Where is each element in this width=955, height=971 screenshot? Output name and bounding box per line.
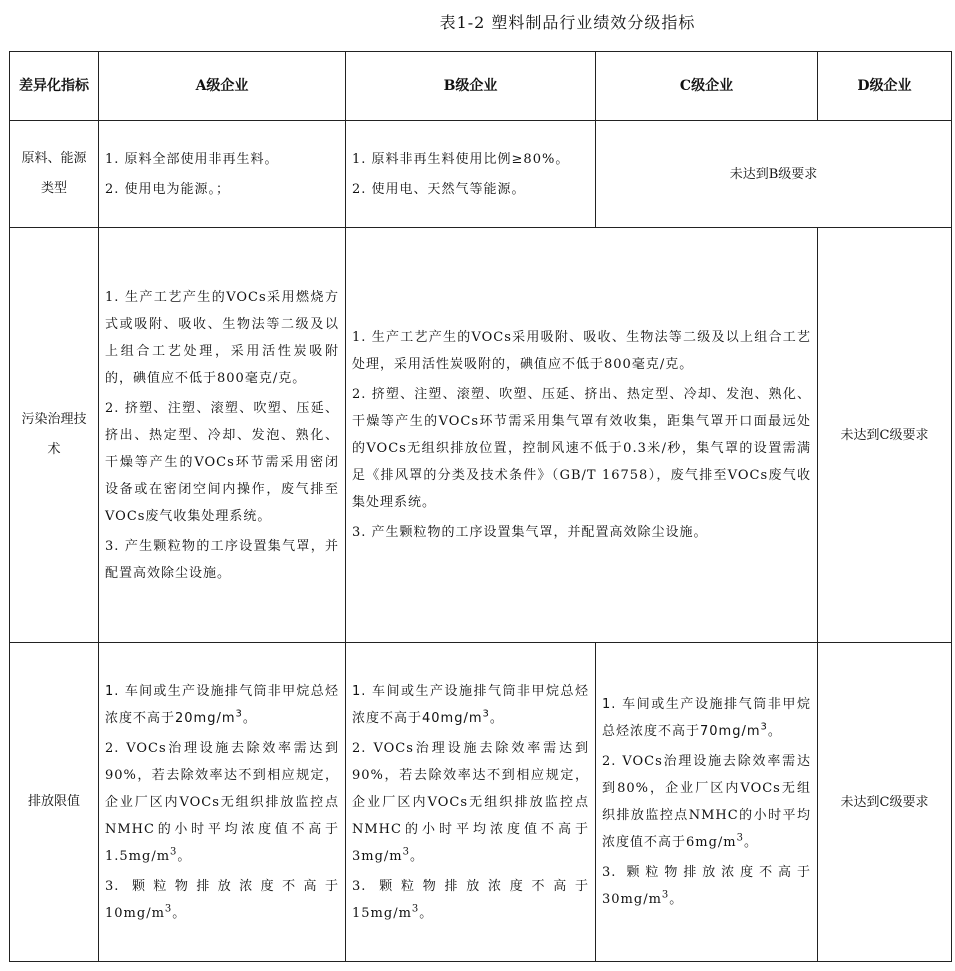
cell-text: 1. 车间或生产设施排气筒非甲烷总烃浓度不高于$40mg/m^3$。 [352,683,589,726]
row-label-pollution: 污染治理技术 [10,228,99,643]
cell-text: 1. 原料非再生料使用比例≥80%。 [352,151,570,167]
cell-text: 3. 颗粒物排放浓度不高于$30mg/m^3$。 [602,865,811,907]
header-grade-b: B级企业 [346,52,596,121]
table-row-emission [10,643,952,962]
header-grade-c: C级企业 [596,52,818,121]
cell-raw-b [346,121,596,228]
cell-text: 2. 挤塑、注塑、滚塑、吹塑、压延、挤出、热定型、冷却、发泡、熟化、干燥等产生的VOCs环节需采用集气罩有效收集，距集气罩开口面最远处的VOCs无组织排放位置，控制风速不低于0.3米/秒，集气罩的设置需满足《排风罩的分类及技术条件》（GB/T 16758），废气排至VOCs废气收集处理系统。 [352,387,811,510]
cell-text: 1. 车间或生产设施排气筒非甲烷总烃浓度不高于$70mg/m^3$。 [602,697,811,739]
cell-text: 3. 产生颗粒物的工序设置集气罩，并配置高效除尘设施。 [105,538,339,581]
cell-text: 2. VOCs治理设施去除效率需达到90%，若去除效率达不到相应规定，企业厂区内VOCs无组织排放监控点NMHC的小时平均浓度值不高于$1.5mg/m^3$。 [105,740,339,864]
header-grade-a: A级企业 [99,52,346,121]
cell-text: 1. 原料全部使用非再生料。 [105,151,279,167]
cell-text: 1. 车间或生产设施排气筒非甲烷总烃浓度不高于$20mg/m^3$。 [105,683,339,726]
cell-text: 3. 产生颗粒物的工序设置集气罩，并配置高效除尘设施。 [352,525,708,540]
cell-text: 1. 生产工艺产生的VOCs采用吸附、吸收、生物法等二级及以上组合工艺处理，采用活性炭吸附的，碘值应不低于800毫克/克。 [352,330,811,372]
row-label-emission: 排放限值 [10,643,99,962]
cell-text: 2. VOCs治理设施去除效率需达到80%，企业厂区内VOCs无组织排放监控点NMHC的小时平均浓度值不高于$6mg/m^3$。 [602,754,811,850]
row-label-raw-material: 原料、能源类型 [10,121,99,228]
table-row-raw-material [10,121,952,228]
performance-grading-table [9,51,952,962]
cell-pollution-d: 未达到C级要求 [818,228,952,643]
cell-text: 3. 颗粒物排放浓度不高于$15mg/m^3$。 [352,878,589,921]
cell-text: 2. 挤塑、注塑、滚塑、吹塑、压延、挤出、热定型、冷却、发泡、熟化、干燥等产生的VOCs环节需采用密闭设备或在密闭空间内操作，废气排至VOCs废气收集处理系统。 [105,400,339,524]
cell-raw-cd: 未达到B级要求 [596,121,952,228]
cell-text: 1. 生产工艺产生的VOCs采用燃烧方式或吸附、吸收、生物法等二级及以上组合工艺处理，采用活性炭吸附的，碘值应不低于800毫克/克。 [105,289,339,386]
cell-emission-a [99,643,346,962]
cell-raw-a [99,121,346,228]
cell-text: 2. 使用电为能源。； [105,181,231,197]
header-row [10,52,952,121]
header-indicator: 差异化指标 [10,52,99,121]
header-grade-d: D级企业 [818,52,952,121]
cell-text: 2. 使用电、天然气等能源。 [352,181,526,197]
cell-emission-d: 未达到C级要求 [818,643,952,962]
cell-pollution-bc [346,228,818,643]
cell-text: 2. VOCs治理设施去除效率需达到90%，若去除效率达不到相应规定，企业厂区内VOCs无组织排放监控点NMHC的小时平均浓度值不高于$3mg/m^3$。 [352,740,589,864]
cell-emission-c [596,643,818,962]
cell-pollution-a [99,228,346,643]
table-title: 表1-2 塑料制品行业绩效分级指标 [439,13,696,32]
cell-text: 3. 颗粒物排放浓度不高于$10mg/m^3$。 [105,878,339,921]
table-row-pollution [10,228,952,643]
cell-emission-b [346,643,596,962]
